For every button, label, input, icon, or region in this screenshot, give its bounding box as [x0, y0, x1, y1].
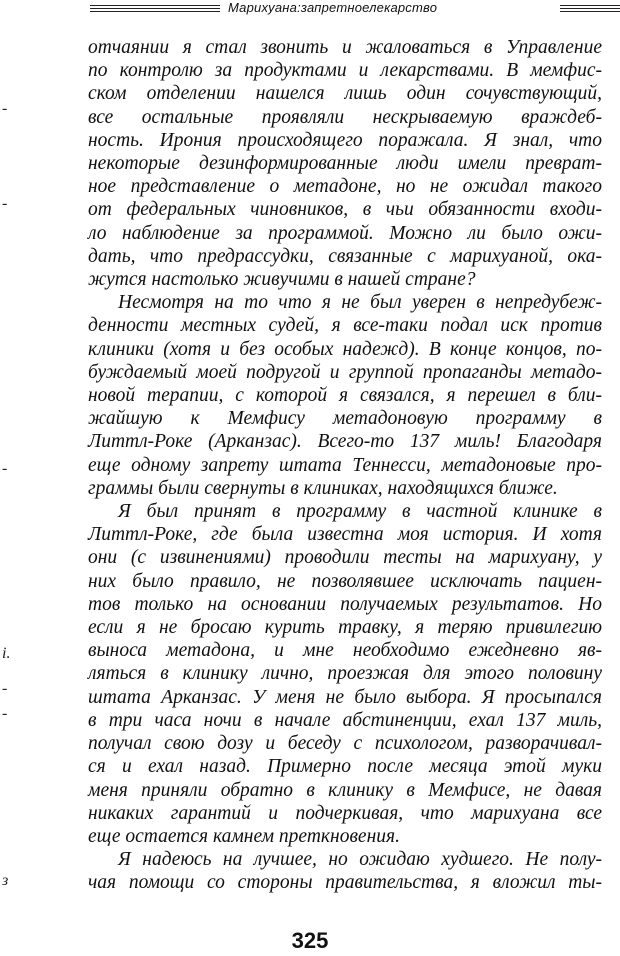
text-line: по контролю за продуктами и лекарствами. В мемфис-: [88, 60, 602, 82]
text-line: ность. Ирония происходящего поражала. Я знал, что: [88, 129, 602, 151]
text-line: жутся настолько живучими в нашей стране?: [88, 269, 476, 291]
text-line: выноса метадона, и мне необходимо ежедневно яв-: [88, 640, 602, 662]
body-text: [88, 36, 602, 895]
text-line: ся и ехал назад. Примерно после месяца этой муки: [88, 756, 602, 778]
text-line: Несмотря на то что я не был уверен в непредубеж-: [118, 292, 602, 314]
text-line: штата Арканзас. У меня не было выбора. Я просыпался: [88, 686, 602, 708]
text-line: ное представление о метадоне, но не ожидал такого: [88, 176, 602, 198]
header-rule-left: [90, 3, 220, 15]
text-line: от федеральных чиновников, в чьи обязанности входи-: [88, 199, 602, 221]
margin-mark: -: [2, 705, 8, 722]
text-line: чая помощи со стороны правительства, я вложил ты-: [88, 872, 602, 894]
text-line: Литтл-Роке (Арканзас). Всего-то 137 миль! Благодаря: [88, 431, 602, 453]
text-line: в три часа ночи в начале абстиненции, ехал 137 миль,: [88, 709, 602, 731]
margin-mark: -: [2, 100, 8, 117]
text-line: тов только на основании получаемых результатов. Но: [88, 593, 602, 615]
text-line: них было правило, не позволявшее исключать пациен-: [88, 570, 602, 592]
text-line: Я был принят в программу в частной клинике в: [118, 501, 602, 523]
running-title: Марихуана:запретноелекарство: [228, 0, 438, 15]
margin-mark: з: [2, 872, 9, 889]
text-line: никаких гарантий и подчеркивая, что марихуана все: [88, 802, 602, 824]
text-line: клиники (хотя и без особых надежд). В конце концов, по-: [88, 338, 602, 360]
text-line: они (с извинениями) проводили тесты на марихуану, у: [88, 547, 602, 569]
text-line: ло наблюдение за программой. Можно ли было ожи-: [88, 222, 602, 244]
header-rule-right: [560, 3, 620, 15]
margin-mark: i.: [2, 645, 11, 662]
text-line: если я не бросаю курить травку, я теряю привилегию: [88, 617, 602, 639]
text-line: все остальные проявляли нескрываемую враждеб-: [88, 106, 602, 128]
margin-mark: -: [2, 460, 8, 477]
text-line: жайшую к Мемфису метадоновую программу в: [88, 408, 602, 430]
text-line: Литтл-Роке, где была известна моя история. И хотя: [88, 524, 602, 546]
text-line: денности местных судей, я все-таки подал иск против: [88, 315, 602, 337]
text-line: меня приняли обратно в клинику в Мемфисе, не давая: [88, 779, 602, 801]
margin-mark: -: [2, 680, 8, 697]
text-line: новой терапии, с которой я связался, я перешел в бли-: [88, 385, 602, 407]
text-line: некоторые дезинформированные люди имели преврат-: [88, 153, 602, 175]
text-line: дать, что предрассудки, связанные с марихуаной, ока-: [88, 245, 602, 267]
page-number: 325: [291, 928, 329, 953]
text-line: отчаянии я стал звонить и жаловаться в Управление: [88, 37, 602, 58]
text-line: буждаемый моей подругой и группой пропаганды метадо-: [88, 361, 602, 383]
text-line: ском отделении нашелся лишь один сочувствующий,: [88, 83, 602, 105]
margin-mark: -: [2, 195, 8, 212]
text-line: еще остается камнем преткновения.: [88, 825, 400, 847]
text-line: получал свою дозу и беседу с психологом, разворачивал-: [88, 733, 602, 755]
text-line: граммы были свернуты в клиниках, находящихся ближе.: [88, 477, 558, 499]
running-header: [90, 0, 610, 18]
text-line: Я надеюсь на лучшее, но ожидаю худшего. Не полу-: [118, 849, 602, 871]
text-line: еще одному запрету штата Теннесси, метадоновые про-: [88, 454, 602, 476]
text-line: ляться в клинику лично, проезжая для этого половину: [88, 663, 602, 685]
